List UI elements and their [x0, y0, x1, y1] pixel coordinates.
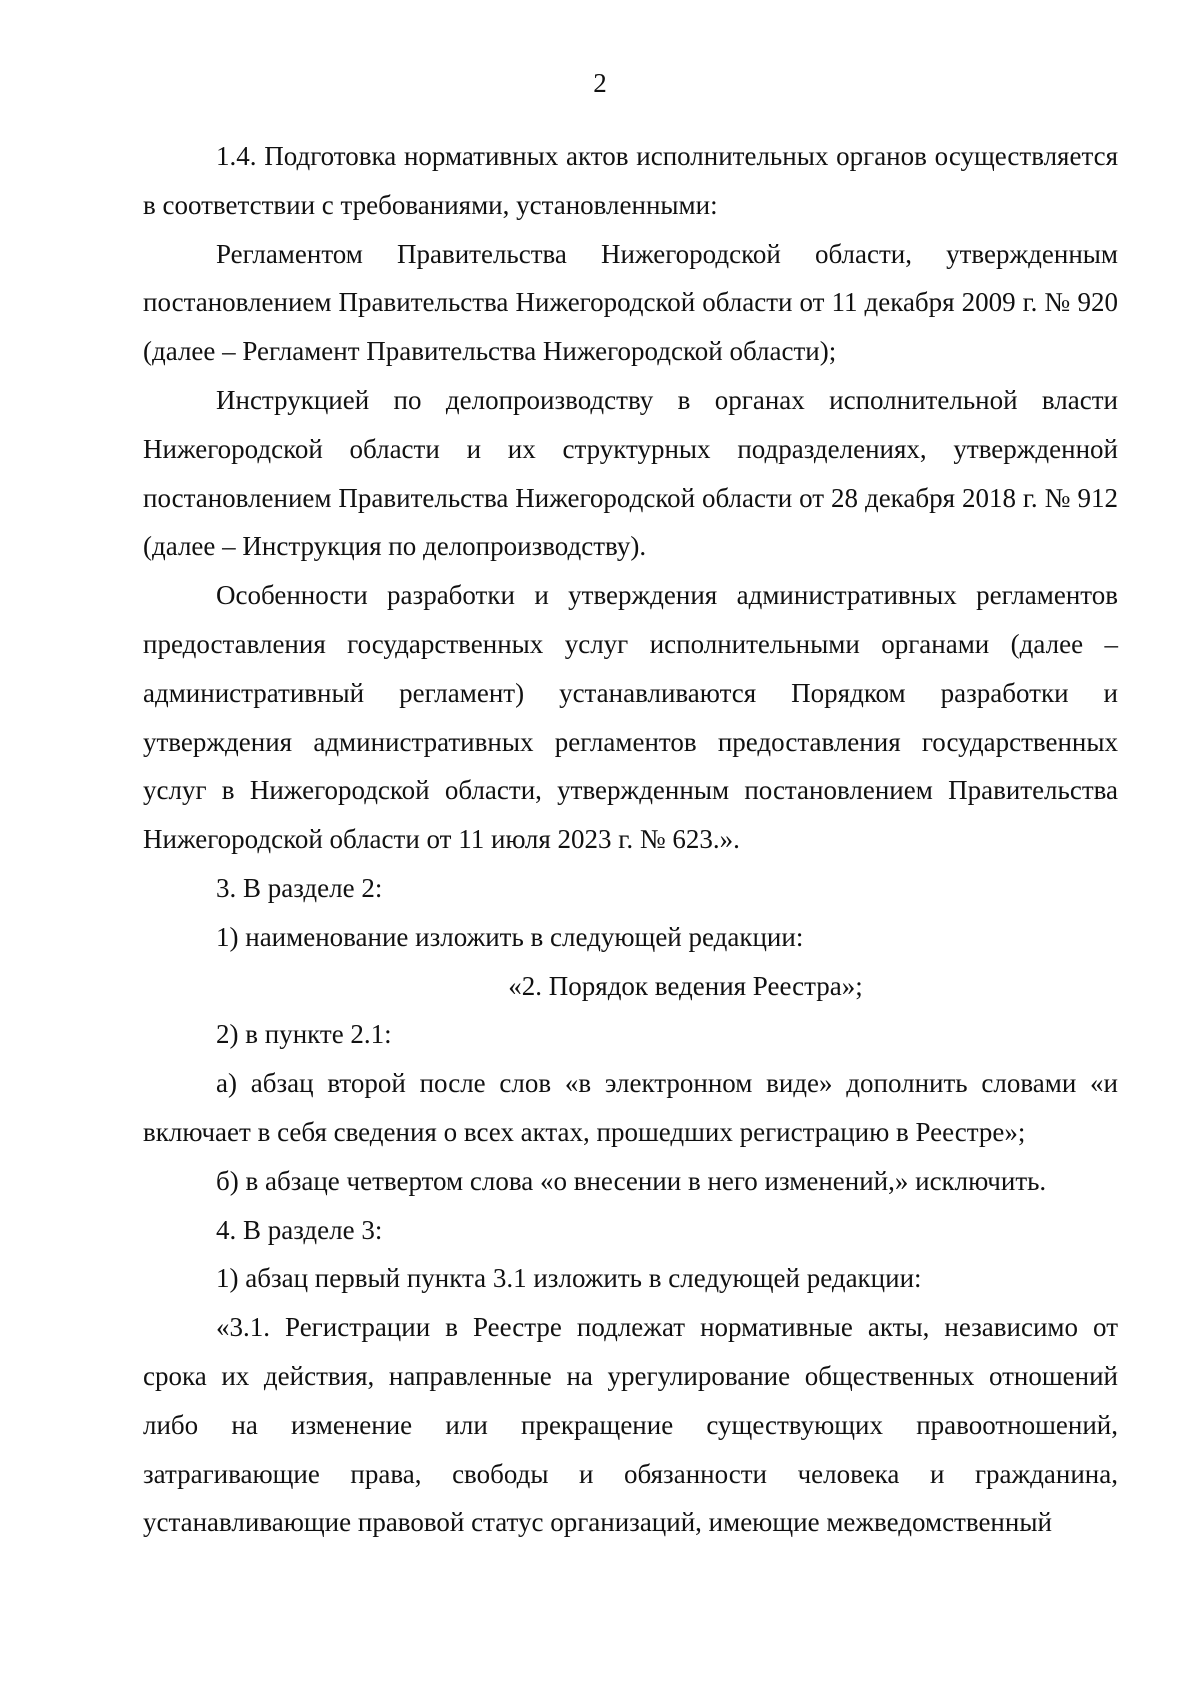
paragraph-section-2-item-2: 2) в пункте 2.1: [216, 1019, 392, 1050]
paragraph-subitem-b: б) в абзаце четвертом слова «о внесении в него изменений,» исключить. [216, 1165, 1047, 1196]
paragraph-3-1: «3.1. Регистрации в Реестре подлежат нормативные акты, независимо от срока их действия, направленные на урегулирование общественных отношений либо на изменение или прекращение существующих правоотношений, затрагивающие права, свободы и обязанности человека и гражданина, устанавливающие правовой статус организаций, имеющие межведомственный [143, 1312, 1118, 1538]
paragraph-1-4: 1.4. Подготовка нормативных актов исполнительных органов осуществляется в соответствии с требованиями, установленными: [143, 141, 1118, 220]
paragraph-section-3-heading: 4. В разделе 3: [216, 1214, 383, 1245]
page-number: 2 [593, 68, 607, 98]
paragraph-section-2-heading: 3. В разделе 2: [216, 872, 383, 903]
paragraph-subitem-a: а) абзац второй после слов «в электронном виде» дополнить словами «и включает в себя сведения о всех актах, прошедших регистрацию в Реестре»; [143, 1068, 1118, 1147]
paragraph-section-2-title: «2. Порядок ведения Реестра»; [508, 970, 863, 1001]
paragraph-section-3-item-1: 1) абзац первый пункта 3.1 изложить в следующей редакции: [216, 1263, 922, 1294]
paragraph-section-2-item-1: 1) наименование изложить в следующей редакции: [216, 921, 804, 952]
paragraph-government-regulation: Регламентом Правительства Нижегородской области, утвержденным постановлением Правительства Нижегородской области от 11 декабря 2009 г. № 920 (далее – Регламент Правительства Нижегородской области); [143, 238, 1118, 367]
document-body [143, 132, 1118, 1547]
paragraph-records-instruction: Инструкцией по делопроизводству в органах исполнительной власти Нижегородской области и их структурных подразделениях, утвержденной постановлением Правительства Нижегородской области от 28 декабря 2018 г. № 912 (далее – Инструкция по делопроизводству). [143, 384, 1118, 562]
paragraph-admin-regulations: Особенности разработки и утверждения административных регламентов предоставления государственных услуг исполнительными органами (далее – административный регламент) устанавливаются Порядком разработки и утверждения административных регламентов предоставления государственных услуг в Нижегородской области, утвержденным постановлением Правительства Нижегородской области от 11 июля 2023 г. № 623.». [143, 580, 1118, 855]
